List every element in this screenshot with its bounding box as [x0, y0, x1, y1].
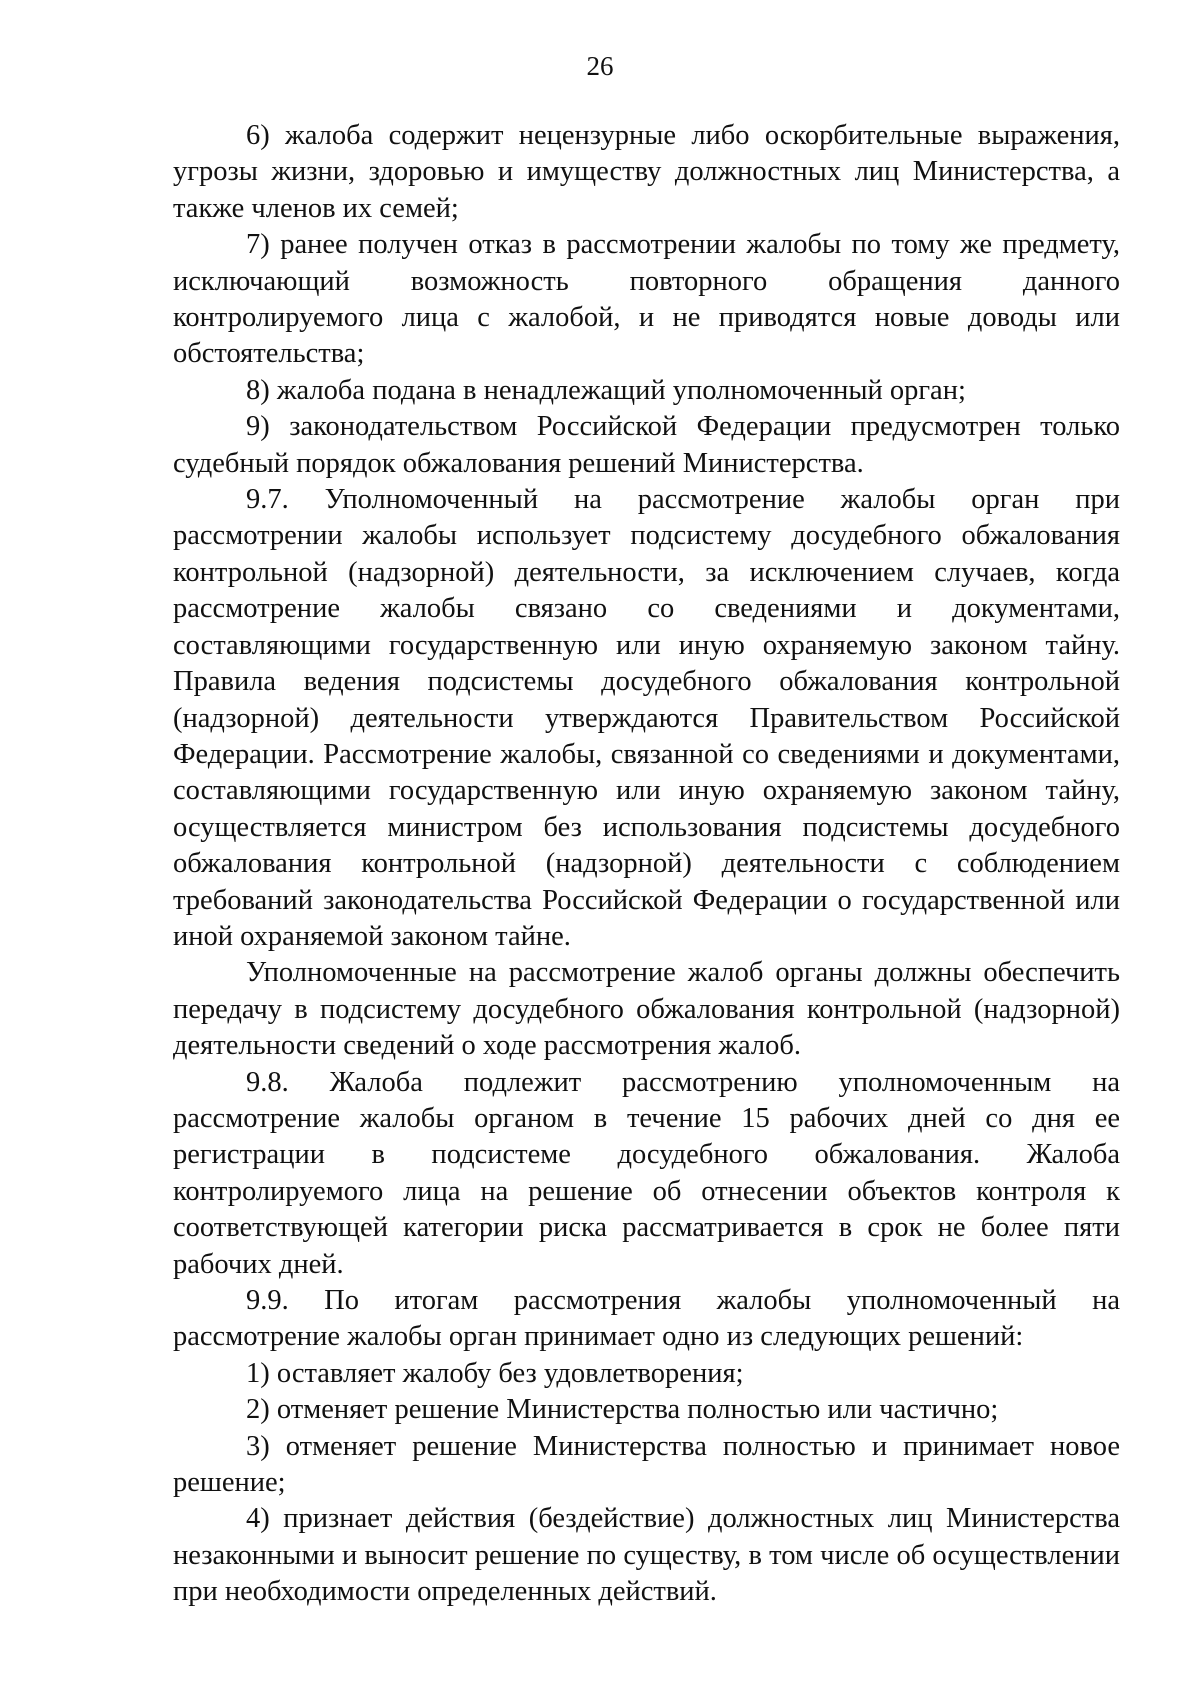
paragraph-section-9-7: 9.7. Уполномоченный на рассмотрение жалобы орган при рассмотрении жалобы использует подсистему досудебного обжалования контрольной (надзорной) деятельности, за исключением случаев, когда рассмотрение жалобы связано со сведениями и документами, составляющими государственную или иную охраняемую законом тайну. Правила ведения подсистемы досудебного обжалования контрольной (надзорной) деятельности утверждаются Правительством Российской Федерации. Рассмотрение жалобы, связанной со сведениями и документами, составляющими государственную или иную охраняемую законом тайну, осуществляется министром без использования подсистемы досудебного обжалования контрольной (надзорной) деятельности с соблюдением требований законодательства Российской Федерации о государственной или иной охраняемой законом тайне. [173, 484, 1120, 952]
page-number: 26 [586, 51, 614, 81]
paragraph-item-6: 6) жалоба содержит нецензурные либо оскорбительные выражения, угрозы жизни, здоровью и имуществу должностных лиц Министерства, а также членов их семей; [173, 120, 1120, 224]
paragraph-section-9-7-cont: Уполномоченные на рассмотрение жалоб органы должны обеспечить передачу в подсистему досудебного обжалования контрольной (надзорной) деятельности сведений о ходе рассмотрения жалоб. [173, 957, 1120, 1062]
paragraph-decision-4: 4) признает действия (бездействие) должностных лиц Министерства незаконными и выносит решение по существу, в том числе об осуществлении при необходимости определенных действий. [173, 1503, 1120, 1608]
paragraph-decision-2: 2) отменяет решение Министерства полностью или частично; [246, 1394, 999, 1426]
paragraph-item-8: 8) жалоба подана в ненадлежащий уполномоченный орган; [246, 374, 966, 406]
document-body [173, 118, 1120, 1611]
paragraph-decision-1: 1) оставляет жалобу без удовлетворения; [246, 1357, 744, 1389]
paragraph-section-9-9: 9.9. По итогам рассмотрения жалобы уполномоченный на рассмотрение жалобы орган принимает одно из следующих решений: [173, 1285, 1120, 1353]
paragraph-item-7: 7) ранее получен отказ в рассмотрении жалобы по тому же предмету, исключающий возможность повторного обращения данного контролируемого лица с жалобой, и не приводятся новые доводы или обстоятельства; [173, 229, 1120, 370]
paragraph-item-9: 9) законодательством Российской Федерации предусмотрен только судебный порядок обжалования решений Министерства. [173, 411, 1120, 479]
paragraph-decision-3: 3) отменяет решение Министерства полностью и принимает новое решение; [173, 1430, 1120, 1499]
paragraph-section-9-8: 9.8. Жалоба подлежит рассмотрению уполномоченным на рассмотрение жалобы органом в течение 15 рабочих дней со дня ее регистрации в подсистеме досудебного обжалования. Жалоба контролируемого лица на решение об отнесении объектов контроля к соответствующей категории риска рассматривается в срок не более пяти рабочих дней. [173, 1066, 1120, 1280]
